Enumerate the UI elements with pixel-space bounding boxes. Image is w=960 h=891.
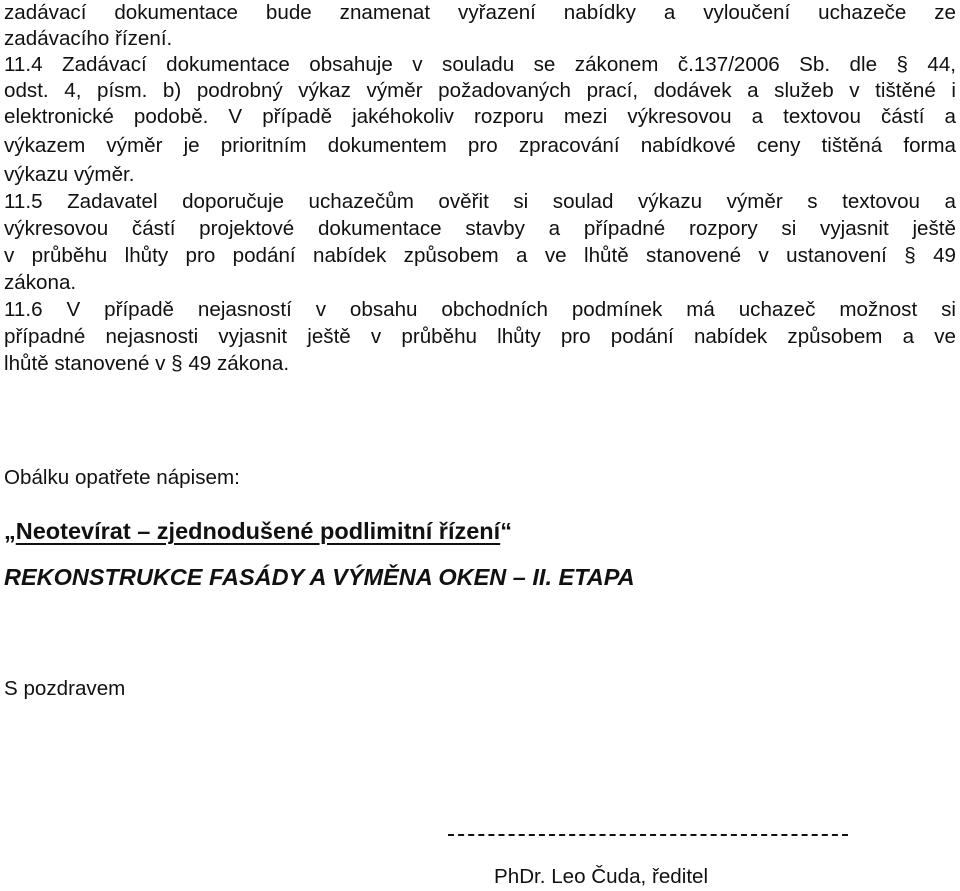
text-line: zadávacího řízení.: [4, 27, 173, 50]
text-line: 11.6 V případě nejasností v obsahu obchodních podmínek má uchazeč možnost si: [4, 298, 956, 321]
text-line: výkazem výměr je prioritním dokumentem pro zpracování nabídkové ceny tištěná forma: [4, 134, 956, 157]
text-line: odst. 4, písm. b) podrobný výkaz výměr požadovaných prací, dodávek a služeb v tištěné i: [4, 79, 956, 102]
closing-greeting: S pozdravem: [4, 677, 126, 700]
envelope-label-text: Neotevírat – zjednodušené podlimitní řízení: [15, 518, 501, 544]
envelope-label: [4, 515, 512, 547]
text-line: v průběhu lhůty pro podání nabídek způsobem a ve lhůtě stanovené v ustanovení § 49: [4, 244, 956, 267]
text-line: případné nejasnosti vyjasnit ještě v průběhu lhůty pro podání nabídek způsobem a ve: [4, 325, 956, 348]
text-line: výkresovou částí projektové dokumentace stavby a případné rozpory si vyjasnit ještě: [4, 217, 956, 240]
text-line: zadávací dokumentace bude znamenat vyřazení nabídky a vyloučení uchazeče ze: [4, 1, 956, 24]
close-quote: “: [500, 518, 512, 544]
text-line: zákona.: [4, 271, 77, 294]
open-quote: „: [4, 518, 16, 544]
text-line: elektronické podobě. V případě jakéhokoliv rozporu mezi výkresovou a textovou částí a: [4, 105, 956, 128]
envelope-instruction: Obálku opatřete nápisem:: [4, 466, 240, 489]
text-line: výkazu výměr.: [4, 163, 135, 186]
text-line: 11.5 Zadavatel doporučuje uchazečům ověřit si soulad výkazu výměr s textovou a: [4, 190, 956, 213]
document-page: [4, 0, 956, 891]
text-line: lhůtě stanovené v § 49 zákona.: [4, 352, 290, 375]
text-line: 11.4 Zadávací dokumentace obsahuje v souladu se zákonem č.137/2006 Sb. dle § 44,: [4, 53, 956, 76]
signature-line: [448, 834, 848, 836]
signatory-name: PhDr. Leo Čuda, ředitel: [494, 865, 709, 888]
project-title: REKONSTRUKCE FASÁDY A VÝMĚNA OKEN – II. ETAPA: [4, 564, 635, 590]
